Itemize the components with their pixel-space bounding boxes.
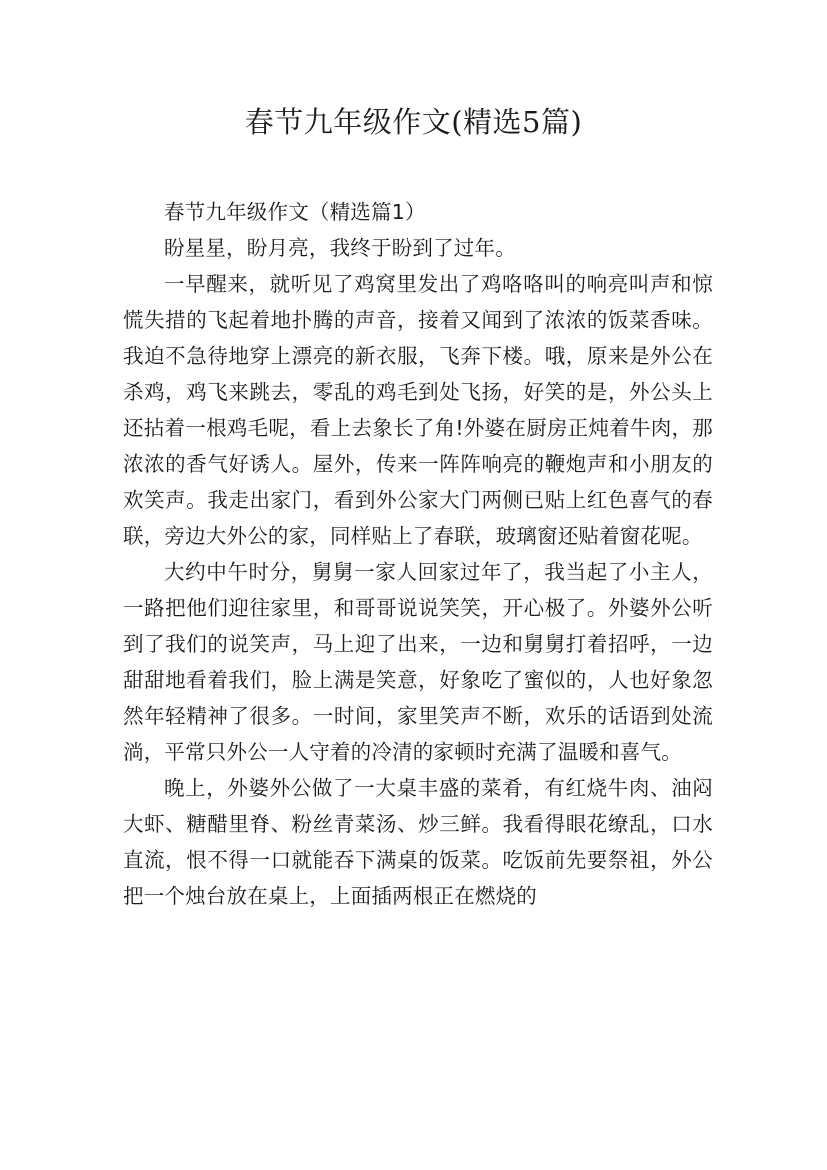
paragraph: 盼星星，盼月亮，我终于盼到了过年。 [164,236,516,260]
paragraph: 晚上，外婆外公做了一大桌丰盛的菜肴，有红烧牛肉、油闷大虾、糖醋里脊、粉丝青菜汤、炒三鲜。我看得眼花缭乱，口水直流，恨不得一口就能吞下满桌的饭菜。吃饭前先要祭祖，外公把一个烛台放在桌上，上面插两根正在燃烧的 [123,776,713,908]
page-title: 春节九年级作文(精选5篇) [244,105,583,139]
document-body [123,194,713,914]
paragraph: 大约中午时分，舅舅一家人回家过年了，我当起了小主人，一路把他们迎往家里，和哥哥说说笑笑，开心极了。外婆外公听到了我们的说笑声，马上迎了出来，一边和舅舅打着招呼，一边甜甜地看着我们，脸上满是笑意，好象吃了蜜似的，人也好象忽然年轻精神了很多。一时间，家里笑声不断，欢乐的话语到处流淌，平常只外公一人守着的冷清的家顿时充满了温暖和喜气。 [123,560,713,764]
section-heading: 春节九年级作文（精选篇1） [164,200,426,224]
paragraph: 一早醒来，就听见了鸡窝里发出了鸡咯咯叫的响亮叫声和惊慌失措的飞起着地扑腾的声音，接着又闻到了浓浓的饭菜香味。我迫不急待地穿上漂亮的新衣服，飞奔下楼。哦，原来是外公在杀鸡，鸡飞来跳去，零乱的鸡毛到处飞扬，好笑的是，外公头上还拈着一根鸡毛呢，看上去象长了角!外婆在厨房正炖着牛肉，那浓浓的香气好诱人。屋外，传来一阵阵响亮的鞭炮声和小朋友的欢笑声。我走出家门，看到外公家大门两侧已贴上红色喜气的春联，旁边大外公的家，同样贴上了春联，玻璃窗还贴着窗花呢。 [123,272,713,548]
